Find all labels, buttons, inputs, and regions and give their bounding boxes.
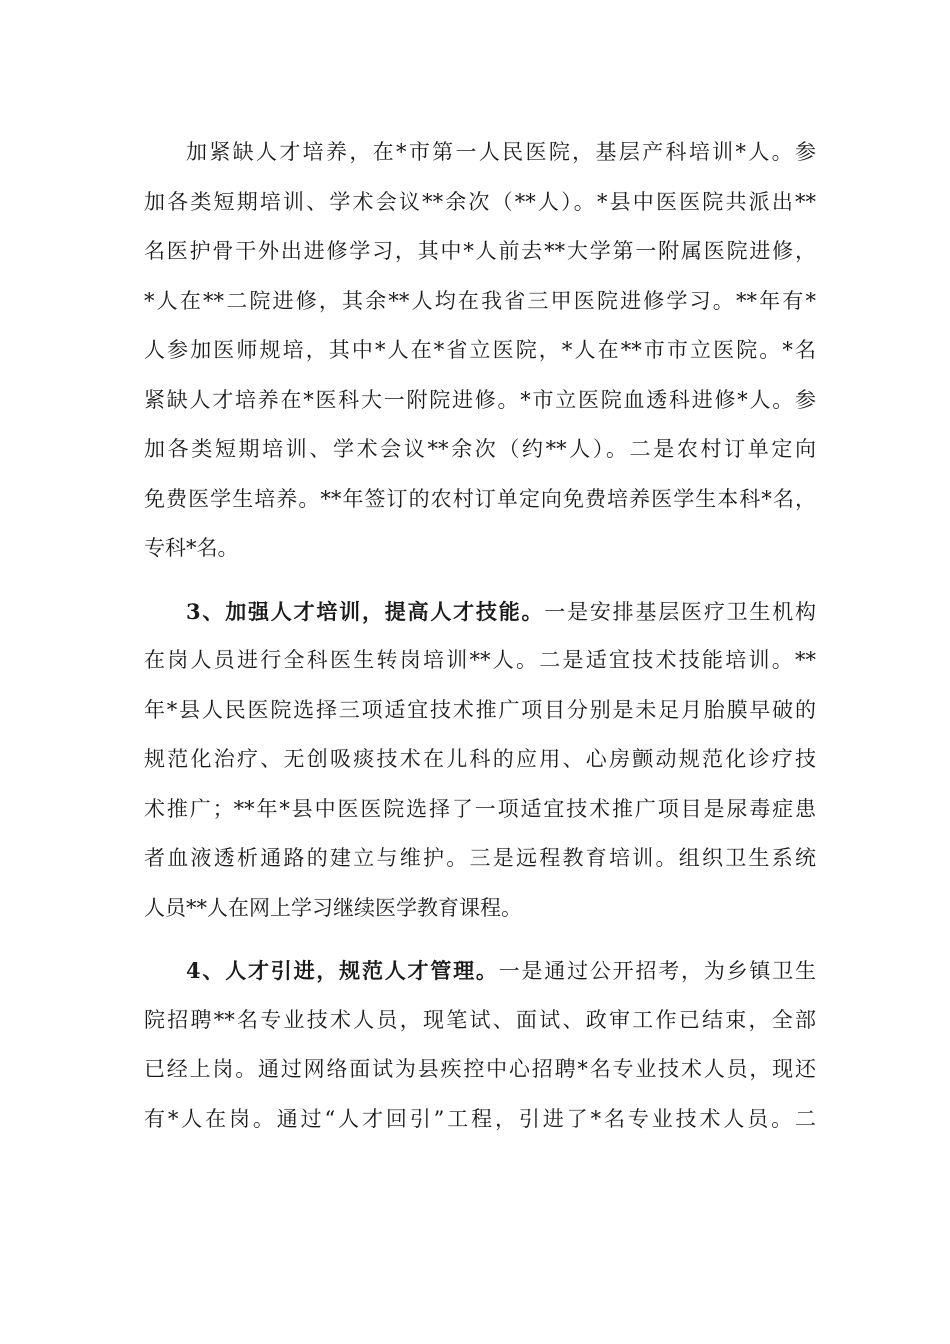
text-line: *人在**二院进修，其余**人均在我省三甲医院进修学习。**年有* xyxy=(144,288,816,313)
text-line: 术推广；**年*县中医医院选择了一项适宜技术推广项目是尿毒症患 xyxy=(144,796,816,821)
paragraph-skills-training xyxy=(144,587,816,934)
section-heading: 4、人才引进，规范人才管理。 xyxy=(186,958,499,983)
text-line: 年*县人民医院选择三项适宜技术推广项目分别是未足月胎膜早破的 xyxy=(144,697,816,722)
paragraph-talent-training xyxy=(144,128,816,574)
section-heading: 3、加强人才培训，提高人才技能。 xyxy=(186,598,545,624)
text-line: 名医护骨干外出进修学习，其中*人前去**大学第一附属医院进修， xyxy=(144,239,816,263)
paragraph-gap xyxy=(144,574,816,587)
text-line: 人参加医师规培，其中*人在*省立医院，*人在**市市立医院。*名 xyxy=(144,338,816,362)
text-line: 加紧缺人才培养，在*市第一人民医院，基层产科培训*人。参 xyxy=(186,140,816,164)
text-line: 3、加强人才培训，提高人才技能。一是安排基层医疗卫生机构 xyxy=(186,598,816,624)
text-line: 紧缺人才培养在*医科大一附院进修。*市立医院血透科进修*人。参 xyxy=(144,387,816,412)
text-line: 加各类短期培训、学术会议**余次（**人）。*县中医医院共派出** xyxy=(144,189,816,214)
text-line: 院招聘**名专业技术人员，现笔试、面试、政审工作已结束，全部 xyxy=(144,1007,816,1032)
document-body xyxy=(144,128,816,1144)
paragraph-talent-recruitment xyxy=(144,946,816,1144)
text-line: 加各类短期培训、学术会议**余次（约**人）。二是农村订单定向 xyxy=(144,437,816,461)
text-line: 规范化治疗、无创吸痰技术在儿科的应用、心房颤动规范化诊疗技 xyxy=(144,747,816,771)
text-line: 4、人才引进，规范人才管理。一是通过公开招考，为乡镇卫生 xyxy=(186,958,816,983)
text-line: 者血液透析通路的建立与维护。三是远程教育培训。组织卫生系统 xyxy=(144,846,816,870)
text-line: 人员**人在网上学习继续医学教育课程。 xyxy=(144,895,522,920)
text-line: 在岗人员进行全科医生转岗培训**人。二是适宜技术技能培训。** xyxy=(144,648,816,672)
text-line: 已经上岗。通过网络面试为县疾控中心招聘*名专业技术人员，现还 xyxy=(144,1057,816,1081)
text-line: 有*人在岗。通过“人才回引”工程，引进了*名专业技术人员。二 xyxy=(144,1106,816,1131)
text-line: 免费医学生培养。**年签订的农村订单定向免费培养医学生本科*名， xyxy=(144,486,816,511)
text-line: 专科*名。 xyxy=(144,536,239,560)
paragraph-gap xyxy=(144,933,816,946)
